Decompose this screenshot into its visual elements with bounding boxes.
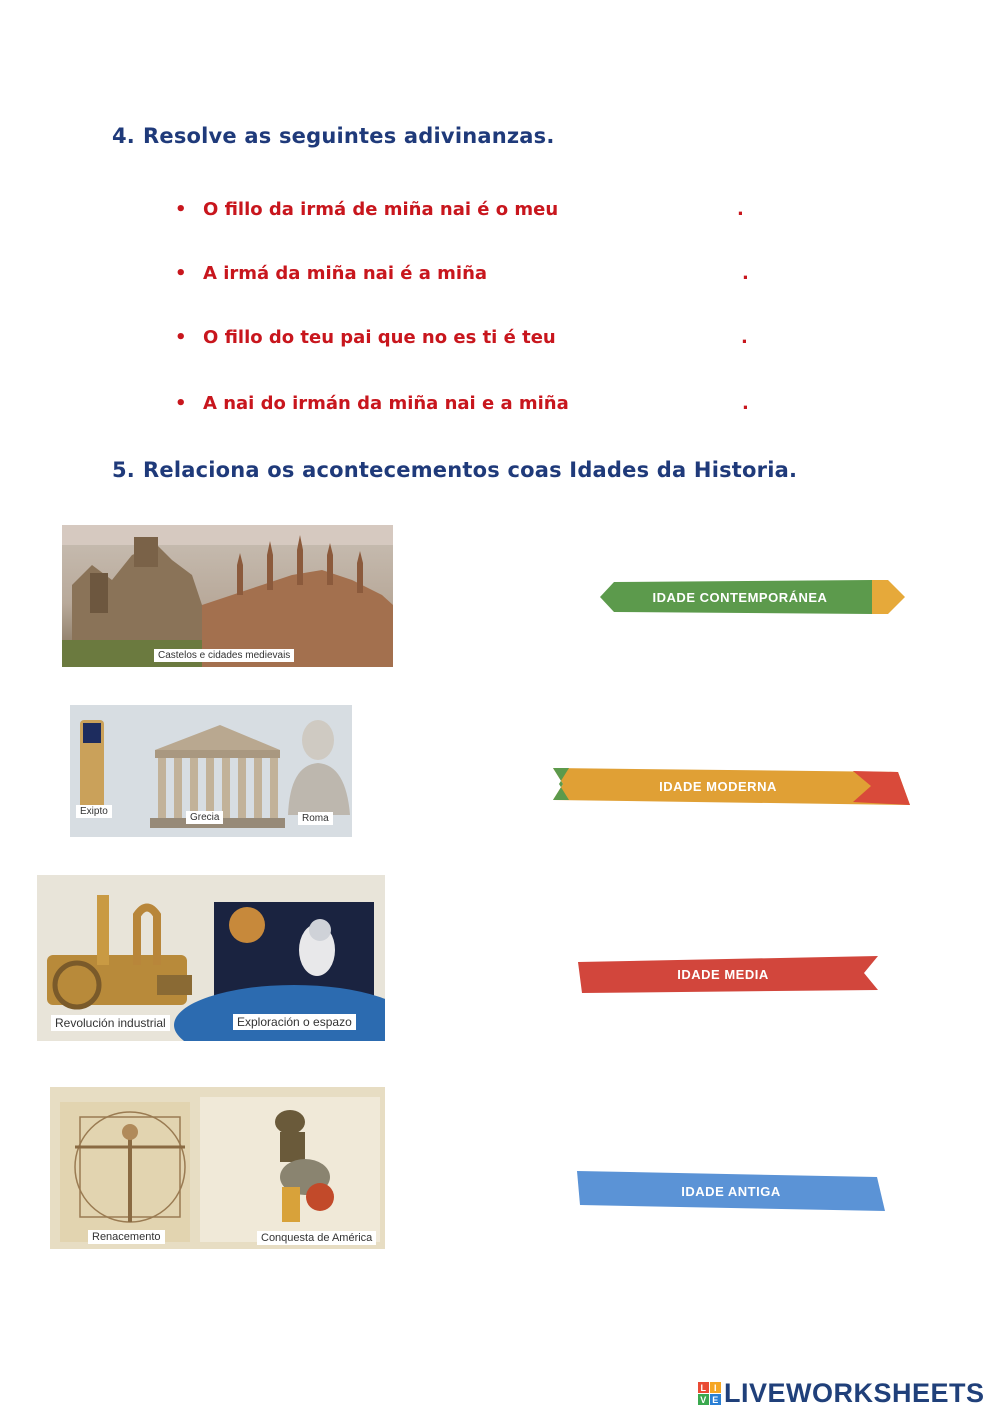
riddle-1-text: O fillo da irmá de miña nai é o meu bbox=[203, 199, 559, 220]
label-ancient-age[interactable] bbox=[577, 1171, 885, 1211]
bullet-icon: • bbox=[175, 327, 187, 348]
caption-conquest-america: Conquesta de América bbox=[257, 1231, 376, 1245]
riddle-3-text: O fillo do teu pai que no es ti é teu bbox=[203, 327, 556, 348]
section-5-heading bbox=[112, 458, 797, 482]
section-4-title: Resolve as seguintes adivinanzas. bbox=[143, 124, 555, 148]
riddle-1-answer-input[interactable] bbox=[570, 198, 724, 224]
liveworksheets-wordmark: LIVEWORKSHEETS bbox=[724, 1378, 985, 1408]
label-ancient-text: IDADE ANTIGA bbox=[681, 1183, 781, 1199]
caption-medieval: Castelos e cidades medievais bbox=[154, 649, 294, 662]
section-4-heading bbox=[112, 124, 555, 148]
caption-egypt: Exipto bbox=[76, 805, 112, 818]
riddle-3 bbox=[175, 327, 556, 348]
riddle-4 bbox=[175, 393, 569, 414]
label-modern-text: IDADE MODERNA bbox=[659, 779, 777, 794]
riddle-2 bbox=[175, 263, 487, 284]
riddle-4-period: . bbox=[742, 393, 749, 414]
bullet-icon: • bbox=[175, 263, 187, 284]
caption-greece: Grecia bbox=[186, 811, 223, 824]
liveworksheets-logo-icon: L I V E bbox=[698, 1382, 721, 1405]
label-middle-text: IDADE MEDIA bbox=[677, 967, 769, 982]
castle-illustration bbox=[62, 525, 393, 667]
bullet-icon: • bbox=[175, 199, 187, 220]
riddle-4-answer-input[interactable] bbox=[575, 392, 729, 418]
label-modern-age[interactable] bbox=[553, 768, 910, 805]
image-ancient-civilizations[interactable] bbox=[70, 705, 352, 837]
section-5-title: Relaciona os acontecementos coas Idades da Historia. bbox=[143, 458, 798, 482]
image-modern-age[interactable] bbox=[50, 1087, 385, 1249]
riddle-3-answer-input[interactable] bbox=[575, 326, 729, 352]
caption-industrial-revolution: Revolución industrial bbox=[51, 1015, 170, 1031]
image-medieval-castles[interactable] bbox=[62, 525, 393, 667]
liveworksheets-logo bbox=[698, 1378, 985, 1409]
bullet-icon: • bbox=[175, 393, 187, 414]
riddle-2-text: A irmá da miña nai é a miña bbox=[203, 263, 488, 284]
riddle-2-answer-input[interactable] bbox=[570, 262, 724, 288]
riddle-4-text: A nai do irmán da miña nai e a miña bbox=[203, 393, 569, 414]
caption-renaissance: Renacemento bbox=[88, 1230, 165, 1244]
riddle-3-period: . bbox=[741, 327, 748, 348]
image-contemporary[interactable] bbox=[37, 875, 385, 1041]
caption-space-exploration: Exploración o espazo bbox=[233, 1014, 356, 1030]
modern-illustration bbox=[50, 1087, 385, 1249]
caption-rome: Roma bbox=[298, 812, 333, 825]
section-5-number: 5. bbox=[112, 458, 135, 482]
label-contemporary-text: IDADE CONTEMPORÁNEA bbox=[652, 589, 828, 605]
section-4-number: 4. bbox=[112, 124, 135, 148]
label-contemporary-age[interactable] bbox=[600, 580, 905, 614]
riddle-2-period: . bbox=[742, 263, 749, 284]
label-middle-age[interactable] bbox=[578, 956, 878, 993]
riddle-1 bbox=[175, 199, 558, 220]
riddle-1-period: . bbox=[737, 199, 744, 220]
